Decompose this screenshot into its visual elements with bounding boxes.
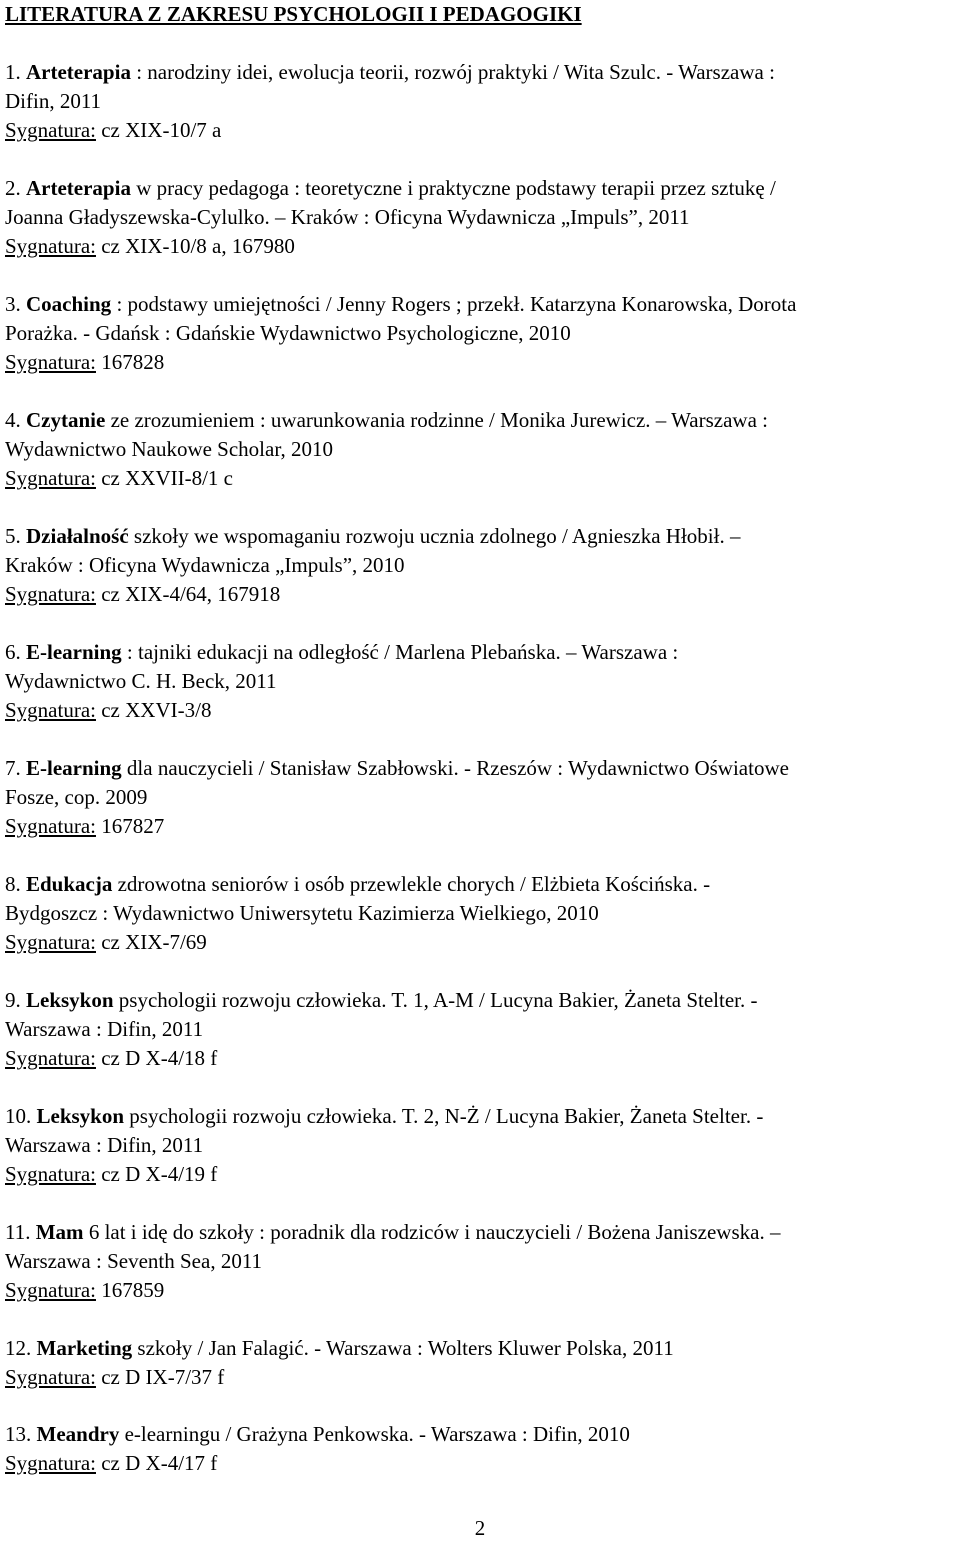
entry-keyword: Leksykon bbox=[36, 1104, 125, 1128]
entry-signature bbox=[5, 348, 955, 377]
signature-label: Sygnatura: bbox=[5, 930, 96, 954]
entry-number: 7. bbox=[5, 756, 21, 780]
entry-line bbox=[5, 290, 955, 319]
signature-label: Sygnatura: bbox=[5, 698, 96, 722]
entry-line bbox=[5, 435, 955, 464]
entry-keyword: Arteterapia bbox=[26, 176, 131, 200]
entry-description: : podstawy umiejętności / Jenny Rogers ; przekł. Katarzyna Konarowska, Dorota bbox=[111, 292, 797, 316]
entry-keyword: Czytanie bbox=[26, 408, 106, 432]
entry-description: szkoły / Jan Falagić. - Warszawa : Wolters Kluwer Polska, 2011 bbox=[132, 1336, 674, 1360]
signature-value: 167828 bbox=[95, 350, 165, 374]
signature-value: cz D X-4/19 f bbox=[95, 1162, 218, 1186]
entry-line bbox=[5, 783, 955, 812]
entry-line bbox=[5, 870, 955, 899]
entry-signature bbox=[5, 464, 955, 493]
entry-description: Difin, 2011 bbox=[5, 89, 102, 113]
bibliography-entry bbox=[5, 290, 955, 377]
entry-line bbox=[5, 522, 955, 551]
signature-label: Sygnatura: bbox=[5, 1046, 96, 1070]
entry-line bbox=[5, 174, 955, 203]
entry-description: Porażka. - Gdańsk : Gdańskie Wydawnictwo Psychologiczne, 2010 bbox=[5, 321, 571, 345]
signature-value: cz XXVII-8/1 c bbox=[95, 466, 234, 490]
entry-number: 4. bbox=[5, 408, 21, 432]
entry-line bbox=[5, 754, 955, 783]
signature-value: cz XIX-4/64, 167918 bbox=[95, 582, 281, 606]
bibliography-entry bbox=[5, 638, 955, 725]
signature-label: Sygnatura: bbox=[5, 582, 96, 606]
entry-keyword: Arteterapia bbox=[26, 60, 131, 84]
signature-label: Sygnatura: bbox=[5, 350, 96, 374]
signature-value: cz XXVI-3/8 bbox=[95, 698, 212, 722]
signature-label: Sygnatura: bbox=[5, 1451, 96, 1475]
entry-signature bbox=[5, 1363, 955, 1392]
bibliography-entry bbox=[5, 1334, 955, 1392]
entry-signature bbox=[5, 232, 955, 261]
document-heading: LITERATURA Z ZAKRESU PSYCHOLOGII I PEDAGOGIKI bbox=[5, 2, 582, 26]
entry-description: psychologii rozwoju człowieka. T. 1, A-M / Lucyna Bakier, Żaneta Stelter. - bbox=[113, 988, 758, 1012]
entry-number: 9. bbox=[5, 988, 21, 1012]
signature-value: cz D X-4/17 f bbox=[95, 1451, 218, 1475]
entry-description: szkoły we wspomaganiu rozwoju ucznia zdolnego / Agnieszka Hłobił. – bbox=[128, 524, 741, 548]
entry-signature bbox=[5, 696, 955, 725]
entry-description: Warszawa : Difin, 2011 bbox=[5, 1017, 204, 1041]
entry-keyword: Coaching bbox=[26, 292, 112, 316]
entry-description: Wydawnictwo C. H. Beck, 2011 bbox=[5, 669, 277, 693]
entry-description: psychologii rozwoju człowieka. T. 2, N-Ż / Lucyna Bakier, Żaneta Stelter. - bbox=[124, 1104, 764, 1128]
entry-description: e-learningu / Grażyna Penkowska. - Warszawa : Difin, 2010 bbox=[119, 1422, 630, 1446]
entry-keyword: Działalność bbox=[26, 524, 129, 548]
entry-line bbox=[5, 203, 955, 232]
entry-description: Warszawa : Difin, 2011 bbox=[5, 1133, 204, 1157]
signature-label: Sygnatura: bbox=[5, 466, 96, 490]
signature-label: Sygnatura: bbox=[5, 118, 96, 142]
entry-number: 8. bbox=[5, 872, 21, 896]
entry-number: 12. bbox=[5, 1336, 32, 1360]
entry-number: 5. bbox=[5, 524, 21, 548]
entry-keyword: Leksykon bbox=[26, 988, 114, 1012]
bibliography-entry bbox=[5, 754, 955, 841]
entry-line bbox=[5, 58, 955, 87]
entry-signature bbox=[5, 928, 955, 957]
entry-line bbox=[5, 986, 955, 1015]
bibliography-entry bbox=[5, 406, 955, 493]
signature-label: Sygnatura: bbox=[5, 234, 96, 258]
entry-description: 6 lat i idę do szkoły : poradnik dla rodziców i nauczycieli / Bożena Janiszewska. – bbox=[83, 1220, 781, 1244]
entry-keyword: Mam bbox=[35, 1220, 84, 1244]
entry-number: 10. bbox=[5, 1104, 32, 1128]
entry-line bbox=[5, 1218, 955, 1247]
entry-keyword: Marketing bbox=[36, 1336, 133, 1360]
entry-signature bbox=[5, 1044, 955, 1073]
entry-description: : narodziny idei, ewolucja teorii, rozwój praktyki / Wita Szulc. - Warszawa : bbox=[130, 60, 775, 84]
entry-description: Warszawa : Seventh Sea, 2011 bbox=[5, 1249, 263, 1273]
signature-value: cz XIX-10/8 a, 167980 bbox=[95, 234, 295, 258]
entry-line bbox=[5, 638, 955, 667]
signature-value: cz XIX-7/69 bbox=[95, 930, 207, 954]
entry-line bbox=[5, 1131, 955, 1160]
signature-value: cz D IX-7/37 f bbox=[95, 1365, 225, 1389]
entry-description: ze zrozumieniem : uwarunkowania rodzinne / Monika Jurewicz. – Warszawa : bbox=[105, 408, 769, 432]
signature-value: 167859 bbox=[95, 1278, 165, 1302]
entry-description: dla nauczycieli / Stanisław Szabłowski. - Rzeszów : Wydawnictwo Oświatowe bbox=[121, 756, 789, 780]
entry-description: : tajniki edukacji na odległość / Marlena Plebańska. – Warszawa : bbox=[121, 640, 679, 664]
entry-line bbox=[5, 1420, 955, 1449]
entry-line bbox=[5, 1247, 955, 1276]
page-number: 2 bbox=[474, 1516, 486, 1540]
entry-description: zdrowotna seniorów i osób przewlekle chorych / Elżbieta Kościńska. - bbox=[112, 872, 711, 896]
entry-signature bbox=[5, 580, 955, 609]
bibliography-entry bbox=[5, 870, 955, 957]
entry-signature bbox=[5, 1160, 955, 1189]
entry-description: Kraków : Oficyna Wydawnicza „Impuls”, 2010 bbox=[5, 553, 405, 577]
signature-value: cz D X-4/18 f bbox=[95, 1046, 218, 1070]
entry-description: Wydawnictwo Naukowe Scholar, 2010 bbox=[5, 437, 333, 461]
signature-value: 167827 bbox=[95, 814, 165, 838]
signature-label: Sygnatura: bbox=[5, 814, 96, 838]
signature-value: cz XIX-10/7 a bbox=[95, 118, 222, 142]
bibliography-entry bbox=[5, 1420, 955, 1478]
entry-number: 2. bbox=[5, 176, 21, 200]
entry-signature bbox=[5, 1276, 955, 1305]
bibliography-entry bbox=[5, 522, 955, 609]
entry-description: Joanna Gładyszewska-Cylulko. – Kraków : Oficyna Wydawnicza „Impuls”, 2011 bbox=[5, 205, 690, 229]
signature-label: Sygnatura: bbox=[5, 1162, 96, 1186]
bibliography-entry bbox=[5, 1102, 955, 1189]
entry-keyword: E-learning bbox=[26, 756, 122, 780]
entry-number: 13. bbox=[5, 1422, 32, 1446]
entry-keyword: Meandry bbox=[36, 1422, 120, 1446]
entry-number: 3. bbox=[5, 292, 21, 316]
entry-line bbox=[5, 319, 955, 348]
entry-keyword: E-learning bbox=[26, 640, 122, 664]
signature-label: Sygnatura: bbox=[5, 1278, 96, 1302]
entry-description: w pracy pedagoga : teoretyczne i praktyczne podstawy terapii przez sztukę / bbox=[130, 176, 776, 200]
bibliography-entry bbox=[5, 986, 955, 1073]
entry-number: 6. bbox=[5, 640, 21, 664]
bibliography-entry bbox=[5, 1218, 955, 1305]
bibliography-entry bbox=[5, 58, 955, 145]
entry-description: Bydgoszcz : Wydawnictwo Uniwersytetu Kazimierza Wielkiego, 2010 bbox=[5, 901, 599, 925]
entry-description: Fosze, cop. 2009 bbox=[5, 785, 148, 809]
entry-line bbox=[5, 1102, 955, 1131]
entry-line bbox=[5, 1334, 955, 1363]
entry-signature bbox=[5, 116, 955, 145]
entry-line bbox=[5, 1015, 955, 1044]
entry-line bbox=[5, 899, 955, 928]
entry-line bbox=[5, 551, 955, 580]
entry-keyword: Edukacja bbox=[26, 872, 113, 896]
entry-signature bbox=[5, 812, 955, 841]
bibliography-entry bbox=[5, 174, 955, 261]
signature-label: Sygnatura: bbox=[5, 1365, 96, 1389]
entry-number: 1. bbox=[5, 60, 21, 84]
entry-number: 11. bbox=[5, 1220, 31, 1244]
entry-line bbox=[5, 667, 955, 696]
entry-line bbox=[5, 406, 955, 435]
entry-line bbox=[5, 87, 955, 116]
entry-signature bbox=[5, 1449, 955, 1478]
